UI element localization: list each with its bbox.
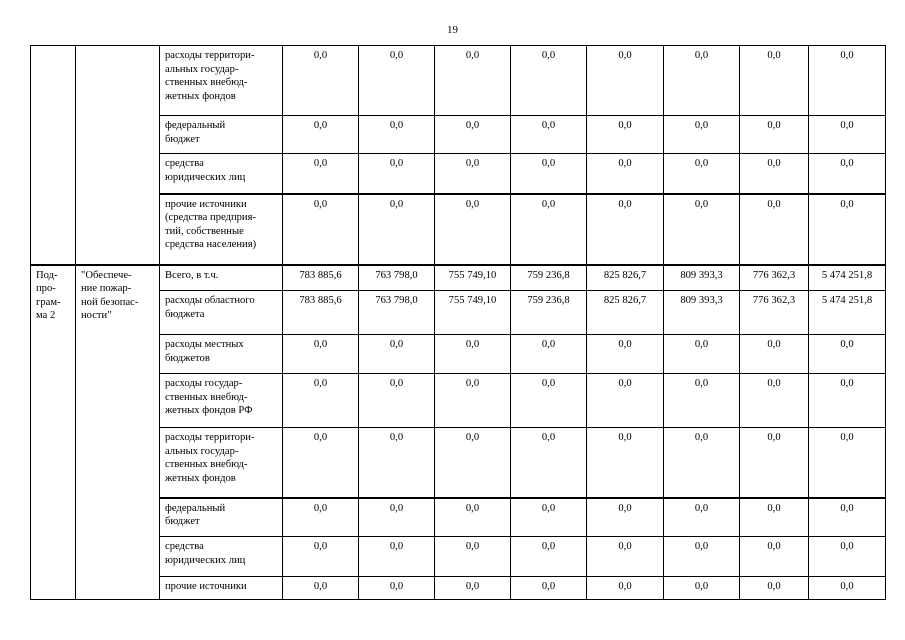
amount-cell: 0,0 [511, 46, 587, 116]
amount-cell: 0,0 [511, 335, 587, 374]
table-row [31, 116, 886, 154]
amount-cell: 0,0 [740, 537, 809, 577]
amount-cell: 0,0 [435, 374, 511, 428]
amount-cell: 0,0 [740, 577, 809, 600]
amount-cell: 0,0 [359, 537, 435, 577]
amount-cell: 0,0 [809, 335, 886, 374]
amount-cell: 0,0 [435, 194, 511, 265]
amount-cell: 776 362,3 [740, 291, 809, 335]
amount-cell: 0,0 [511, 428, 587, 498]
amount-cell: 0,0 [740, 194, 809, 265]
amount-cell: 0,0 [740, 46, 809, 116]
amount-cell: 0,0 [809, 194, 886, 265]
amount-cell: 0,0 [435, 498, 511, 537]
amount-cell: 825 826,7 [587, 291, 664, 335]
amount-cell: 0,0 [587, 374, 664, 428]
amount-cell: 0,0 [283, 46, 359, 116]
amount-cell: 0,0 [587, 335, 664, 374]
amount-cell: 0,0 [809, 154, 886, 194]
amount-cell: 0,0 [587, 116, 664, 154]
amount-cell: 0,0 [511, 116, 587, 154]
amount-cell: 0,0 [664, 154, 740, 194]
table-row [31, 374, 886, 428]
amount-cell: 825 826,7 [587, 265, 664, 291]
amount-cell: 0,0 [664, 46, 740, 116]
amount-cell: 0,0 [435, 46, 511, 116]
amount-cell: 0,0 [283, 537, 359, 577]
funding-source-label: федеральный бюджет [160, 116, 283, 154]
amount-cell: 755 749,10 [435, 291, 511, 335]
amount-cell: 0,0 [283, 374, 359, 428]
amount-cell: 809 393,3 [664, 265, 740, 291]
funding-source-label: прочие источники (средства предприя- тий, собственные средства населения) [160, 194, 283, 265]
table-row [31, 498, 886, 537]
table-row [31, 154, 886, 194]
amount-cell: 0,0 [283, 335, 359, 374]
amount-cell: 0,0 [809, 428, 886, 498]
page-number: 19 [447, 24, 458, 36]
amount-cell: 0,0 [359, 577, 435, 600]
amount-cell: 0,0 [511, 154, 587, 194]
amount-cell: 783 885,6 [283, 265, 359, 291]
amount-cell: 0,0 [740, 335, 809, 374]
amount-cell: 0,0 [359, 116, 435, 154]
amount-cell: 0,0 [809, 116, 886, 154]
table-row [31, 265, 886, 291]
amount-cell: 0,0 [740, 116, 809, 154]
table-row [31, 194, 886, 265]
amount-cell: 0,0 [511, 498, 587, 537]
amount-cell: 5 474 251,8 [809, 265, 886, 291]
table-row [31, 291, 886, 335]
amount-cell: 755 749,10 [435, 265, 511, 291]
amount-cell: 0,0 [664, 335, 740, 374]
amount-cell: 0,0 [809, 537, 886, 577]
funding-source-label: прочие источники [160, 577, 283, 600]
amount-cell: 0,0 [740, 374, 809, 428]
amount-cell: 0,0 [359, 374, 435, 428]
amount-cell: 5 474 251,8 [809, 291, 886, 335]
amount-cell: 0,0 [359, 154, 435, 194]
amount-cell: 0,0 [587, 154, 664, 194]
amount-cell: 0,0 [283, 194, 359, 265]
amount-cell: 0,0 [587, 537, 664, 577]
amount-cell: 0,0 [359, 498, 435, 537]
amount-cell: 0,0 [359, 335, 435, 374]
amount-cell: 0,0 [435, 154, 511, 194]
amount-cell: 0,0 [664, 194, 740, 265]
table-row [31, 577, 886, 600]
amount-cell: 0,0 [740, 428, 809, 498]
funding-source-label: расходы территори- альных государ- ственных внебюд- жетных фондов [160, 46, 283, 116]
amount-cell: 0,0 [587, 498, 664, 537]
amount-cell: 783 885,6 [283, 291, 359, 335]
amount-cell: 0,0 [809, 374, 886, 428]
amount-cell: 0,0 [587, 577, 664, 600]
amount-cell: 0,0 [359, 46, 435, 116]
funding-source-label: расходы государ- ственных внебюд- жетных фондов РФ [160, 374, 283, 428]
subprogram-number: Под- про- грам- ма 2 [31, 265, 76, 600]
table-row [31, 428, 886, 498]
amount-cell: 763 798,0 [359, 291, 435, 335]
budget-table [30, 45, 886, 600]
table-row [31, 537, 886, 577]
amount-cell: 0,0 [809, 577, 886, 600]
table-row [31, 335, 886, 374]
funding-source-label: расходы территори- альных государ- ственных внебюд- жетных фондов [160, 428, 283, 498]
amount-cell: 0,0 [809, 46, 886, 116]
funding-source-label: расходы местных бюджетов [160, 335, 283, 374]
amount-cell: 0,0 [740, 154, 809, 194]
table-row [31, 46, 886, 116]
amount-cell: 0,0 [587, 194, 664, 265]
amount-cell: 759 236,8 [511, 265, 587, 291]
amount-cell: 0,0 [664, 374, 740, 428]
program-cell-blank [31, 46, 76, 265]
amount-cell: 0,0 [435, 116, 511, 154]
amount-cell: 0,0 [740, 498, 809, 537]
amount-cell: 0,0 [587, 46, 664, 116]
funding-source-label: средства юридических лиц [160, 154, 283, 194]
amount-cell: 0,0 [435, 428, 511, 498]
amount-cell: 0,0 [809, 498, 886, 537]
amount-cell: 0,0 [511, 537, 587, 577]
amount-cell: 0,0 [283, 154, 359, 194]
amount-cell: 0,0 [664, 577, 740, 600]
funding-source-label: федеральный бюджет [160, 498, 283, 537]
amount-cell: 0,0 [283, 577, 359, 600]
amount-cell: 0,0 [283, 116, 359, 154]
amount-cell: 0,0 [435, 335, 511, 374]
amount-cell: 763 798,0 [359, 265, 435, 291]
amount-cell: 0,0 [587, 428, 664, 498]
amount-cell: 0,0 [283, 498, 359, 537]
amount-cell: 0,0 [435, 577, 511, 600]
amount-cell: 759 236,8 [511, 291, 587, 335]
subprogram-title: "Обеспече- ние пожар- ной безопас- ности" [76, 265, 160, 600]
amount-cell: 0,0 [359, 194, 435, 265]
amount-cell: 0,0 [435, 537, 511, 577]
amount-cell: 809 393,3 [664, 291, 740, 335]
amount-cell: 0,0 [664, 498, 740, 537]
amount-cell: 0,0 [511, 194, 587, 265]
amount-cell: 0,0 [511, 374, 587, 428]
amount-cell: 0,0 [664, 537, 740, 577]
amount-cell: 776 362,3 [740, 265, 809, 291]
amount-cell: 0,0 [511, 577, 587, 600]
funding-source-label: средства юридических лиц [160, 537, 283, 577]
amount-cell: 0,0 [664, 428, 740, 498]
amount-cell: 0,0 [664, 116, 740, 154]
funding-source-label: расходы областного бюджета [160, 291, 283, 335]
funding-source-label: Всего, в т.ч. [160, 265, 283, 291]
title-cell-blank [76, 46, 160, 265]
amount-cell: 0,0 [359, 428, 435, 498]
amount-cell: 0,0 [283, 428, 359, 498]
